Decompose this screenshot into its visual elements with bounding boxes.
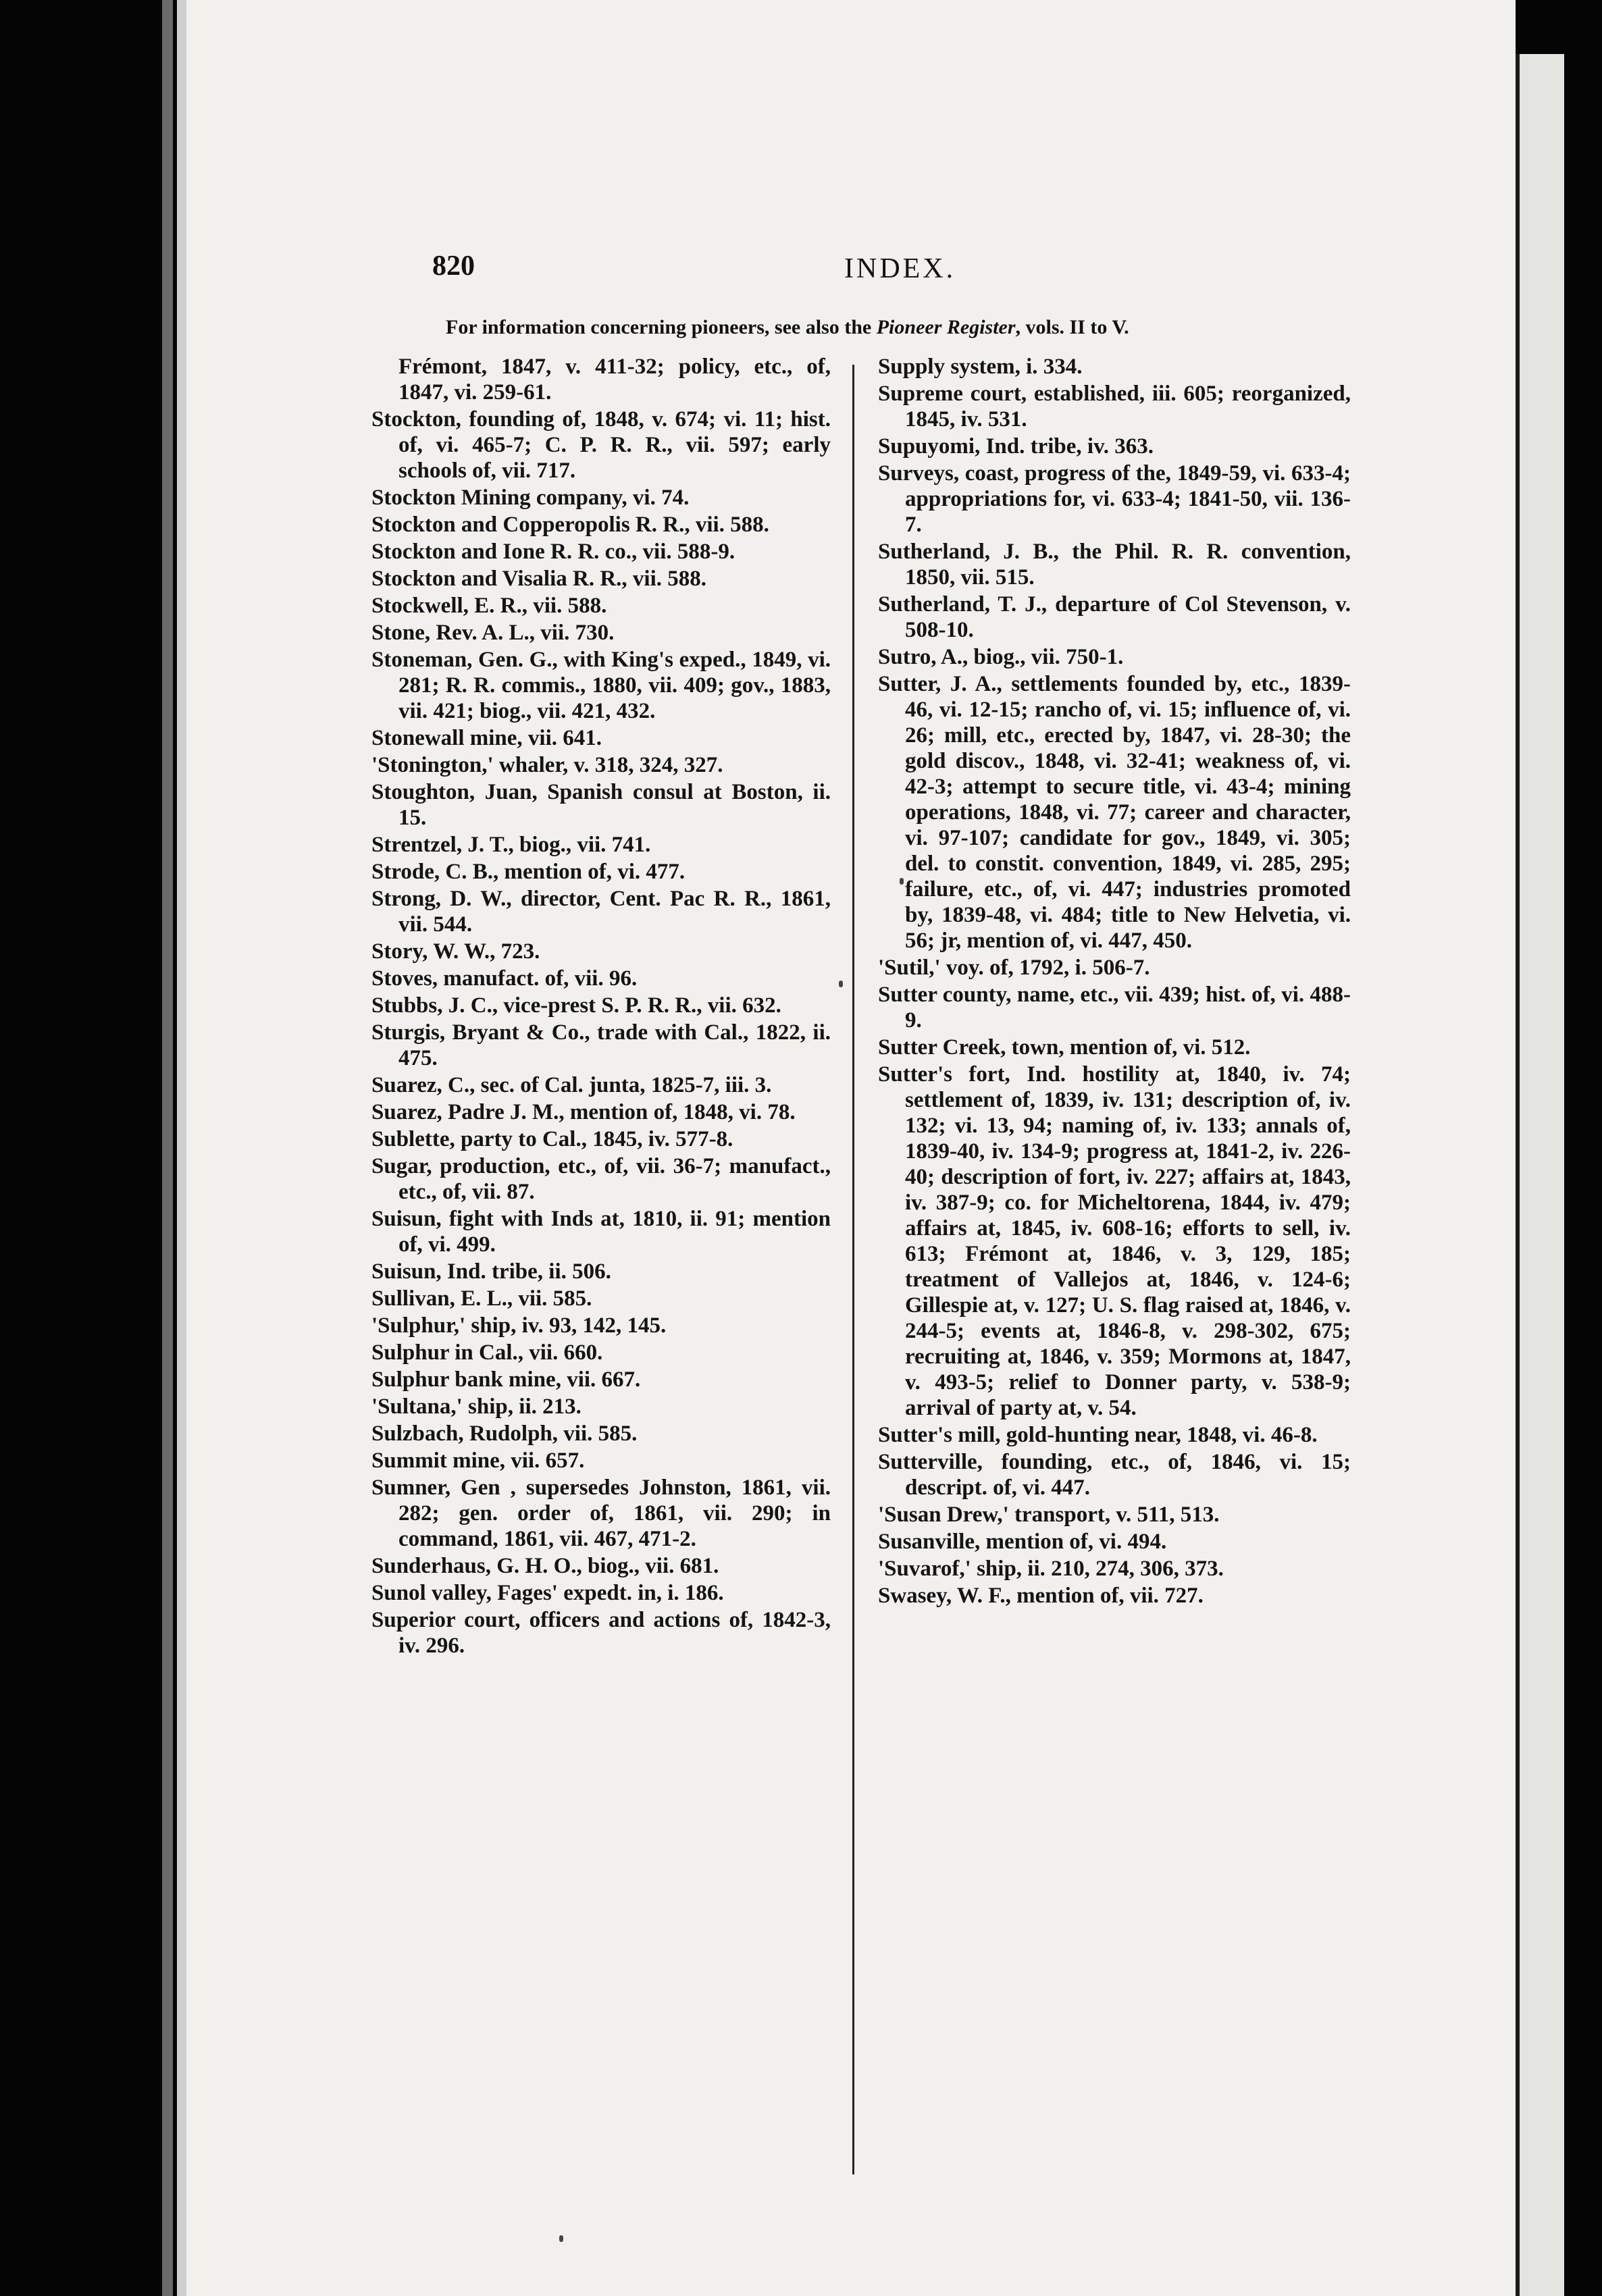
index-entry: Stockton and Visalia R. R., vii. 588.	[371, 567, 706, 591]
index-column-right	[878, 354, 1351, 1610]
index-entry: Stoves, manufact. of, vii. 96.	[371, 966, 638, 991]
note-prefix: For information concerning pioneers, see also the	[446, 316, 877, 338]
index-entry: Swasey, W. F., mention of, vii. 727.	[878, 1584, 1204, 1608]
index-entry: Stockton Mining company, vi. 74.	[371, 486, 690, 510]
page-number: 820	[432, 251, 475, 282]
running-title: INDEX.	[844, 253, 956, 284]
index-entry: Stubbs, J. C., vice-prest S. P. R. R., vii. 632.	[371, 993, 781, 1018]
next-page-edge	[1516, 54, 1564, 2296]
index-entry: Stonewall mine, vii. 641.	[371, 726, 602, 750]
index-entry: Susanville, mention of, vi. 494.	[878, 1530, 1167, 1554]
scan-speck	[559, 2235, 563, 2242]
index-entry: 'Sulphur,' ship, iv. 93, 142, 145.	[371, 1313, 667, 1338]
index-entry: Sullivan, E. L., vii. 585.	[371, 1286, 592, 1311]
index-entry: Sutter, J. A., settlements founded by, etc., 1839-46, vi. 12-15; rancho of, vi. 15; influence of, vi. 26; mill, etc., erected by, 1847, vi. 28-30; the gold discov., 1848, vi. 32-41; weakness of, vi. 42-3; attempt to secure title, vi. 43-4; mining operations, 1848, vi. 77; career and character, vi. 97-107; candidate for gov., 1849, vi. 305; del. to constit. convention, 1849, vi. 285, 295; failure, etc., of, vi. 447; industries promoted by, 1839-48, vi. 484; title to New Helvetia, vi. 56; jr, mention of, vi. 447, 450.	[878, 672, 1351, 953]
index-entry: Sutherland, T. J., departure of Col Stevenson, v. 508-10.	[878, 592, 1351, 642]
index-entry: Sutter Creek, town, mention of, vi. 512.	[878, 1035, 1251, 1060]
index-entry: Suarez, Padre J. M., mention of, 1848, vi. 78.	[371, 1100, 796, 1124]
index-entry: Sutter's mill, gold-hunting near, 1848, vi. 46-8.	[878, 1423, 1318, 1447]
index-entry: Sutherland, J. B., the Phil. R. R. convention, 1850, vii. 515.	[878, 540, 1351, 590]
index-entry: Sutro, A., biog., vii. 750-1.	[878, 645, 1124, 669]
index-entry: Suisun, Ind. tribe, ii. 506.	[371, 1259, 611, 1284]
column-divider	[852, 365, 854, 2174]
index-entry: Sumner, Gen , supersedes Johnston, 1861, vii. 282; gen. order of, 1861, vii. 290; in command, 1861, vii. 467, 471-2.	[371, 1476, 831, 1551]
index-entry: Strode, C. B., mention of, vi. 477.	[371, 860, 686, 884]
index-entry: Supply system, i. 334.	[878, 355, 1083, 379]
index-entry: Sutter's fort, Ind. hostility at, 1840, iv. 74; settlement of, 1839, iv. 131; description of, iv. 132; vi. 13, 94; naming of, iv. 133; annals of, 1839-40, iv. 134-9; progress at, 1841-2, iv. 226-40; description of fort, iv. 227; affairs at, 1843, iv. 387-9; co. for Micheltorena, 1844, iv. 479; affairs at, 1845, iv. 608-16; efforts to sell, iv. 613; Frémont at, 1846, v. 3, 129, 185; treatment of Vallejos at, 1846, v. 124-6; Gillespie at, v. 127; U. S. flag raised at, 1846, v. 244-5; events at, 1846-8, v. 298-302, 675; recruiting at, 1846, v. 359; Mormons at, 1847, v. 493-5; relief to Donner party, v. 538-9; arrival of party at, v. 54.	[878, 1062, 1351, 1420]
index-entry: Stoneman, Gen. G., with King's exped., 1849, vi. 281; R. R. commis., 1880, vii. 409; gov., 1883, vii. 421; biog., vii. 421, 432.	[371, 648, 831, 723]
index-entry: Sulzbach, Rudolph, vii. 585.	[371, 1421, 638, 1446]
index-entry: Sublette, party to Cal., 1845, iv. 577-8.	[371, 1127, 733, 1151]
pioneer-register-note	[446, 316, 1337, 339]
page-header	[432, 250, 1351, 297]
page-binding-edge	[162, 0, 173, 2296]
index-entry: Stockton, founding of, 1848, v. 674; vi. 11; hist. of, vi. 465-7; C. P. R. R., vii. 597; early schools of, vii. 717.	[371, 407, 831, 483]
index-entry: Strong, D. W., director, Cent. Pac R. R., 1861, vii. 544.	[371, 887, 831, 937]
index-entry: Sulphur in Cal., vii. 660.	[371, 1340, 603, 1365]
scan-speck	[900, 878, 904, 885]
index-entry: Stockwell, E. R., vii. 588.	[371, 594, 607, 618]
index-entry: Sugar, production, etc., of, vii. 36-7; manufact., etc., of, vii. 87.	[371, 1154, 831, 1204]
note-emphasis: Pioneer Register	[876, 316, 1016, 338]
index-entry: Surveys, coast, progress of the, 1849-59, vi. 633-4; appropriations for, vi. 633-4; 1841-50, vii. 136-7.	[878, 461, 1351, 537]
index-entry: Supuyomi, Ind. tribe, iv. 363.	[878, 434, 1154, 459]
index-entry: Sturgis, Bryant & Co., trade with Cal., 1822, ii. 475.	[371, 1020, 831, 1070]
index-entry: Stoughton, Juan, Spanish consul at Boston, ii. 15.	[371, 780, 831, 830]
index-entry: Superior court, officers and actions of, 1842-3, iv. 296.	[371, 1608, 831, 1658]
index-entry: Stockton and Copperopolis R. R., vii. 588.	[371, 513, 769, 537]
index-entry: Suisun, fight with Inds at, 1810, ii. 91; mention of, vi. 499.	[371, 1207, 831, 1257]
index-entry: Sutter county, name, etc., vii. 439; hist. of, vi. 488-9.	[878, 983, 1351, 1033]
index-entry: Stockton and Ione R. R. co., vii. 588-9.	[371, 540, 735, 564]
index-entry: Supreme court, established, iii. 605; reorganized, 1845, iv. 531.	[878, 382, 1351, 432]
index-entry: Story, W. W., 723.	[371, 939, 540, 964]
index-column-left	[371, 354, 831, 1660]
index-entry: Sulphur bank mine, vii. 667.	[371, 1367, 641, 1392]
index-entry: Stone, Rev. A. L., vii. 730.	[371, 621, 615, 645]
index-entry: Suarez, C., sec. of Cal. junta, 1825-7, iii. 3.	[371, 1073, 772, 1097]
index-entry: 'Sultana,' ship, ii. 213.	[371, 1394, 582, 1419]
index-entry: Summit mine, vii. 657.	[371, 1449, 585, 1473]
index-entry: 'Suvarof,' ship, ii. 210, 274, 306, 373.	[878, 1557, 1224, 1581]
scan-speck	[839, 981, 843, 987]
index-entry: Frémont, 1847, v. 411-32; policy, etc., of, 1847, vi. 259-61.	[398, 355, 831, 405]
index-entry: Sunol valley, Fages' expedt. in, i. 186.	[371, 1581, 724, 1605]
index-entry: 'Stonington,' whaler, v. 318, 324, 327.	[371, 753, 723, 777]
index-entry: Strentzel, J. T., biog., vii. 741.	[371, 833, 651, 857]
index-entry: Sunderhaus, G. H. O., biog., vii. 681.	[371, 1554, 719, 1578]
note-suffix: , vols. II to V.	[1015, 316, 1129, 338]
index-entry: 'Sutil,' voy. of, 1792, i. 506-7.	[878, 956, 1150, 980]
index-entry: 'Susan Drew,' transport, v. 511, 513.	[878, 1503, 1220, 1527]
index-entry: Sutterville, founding, etc., of, 1846, vi. 15; descript. of, vi. 447.	[878, 1450, 1351, 1500]
